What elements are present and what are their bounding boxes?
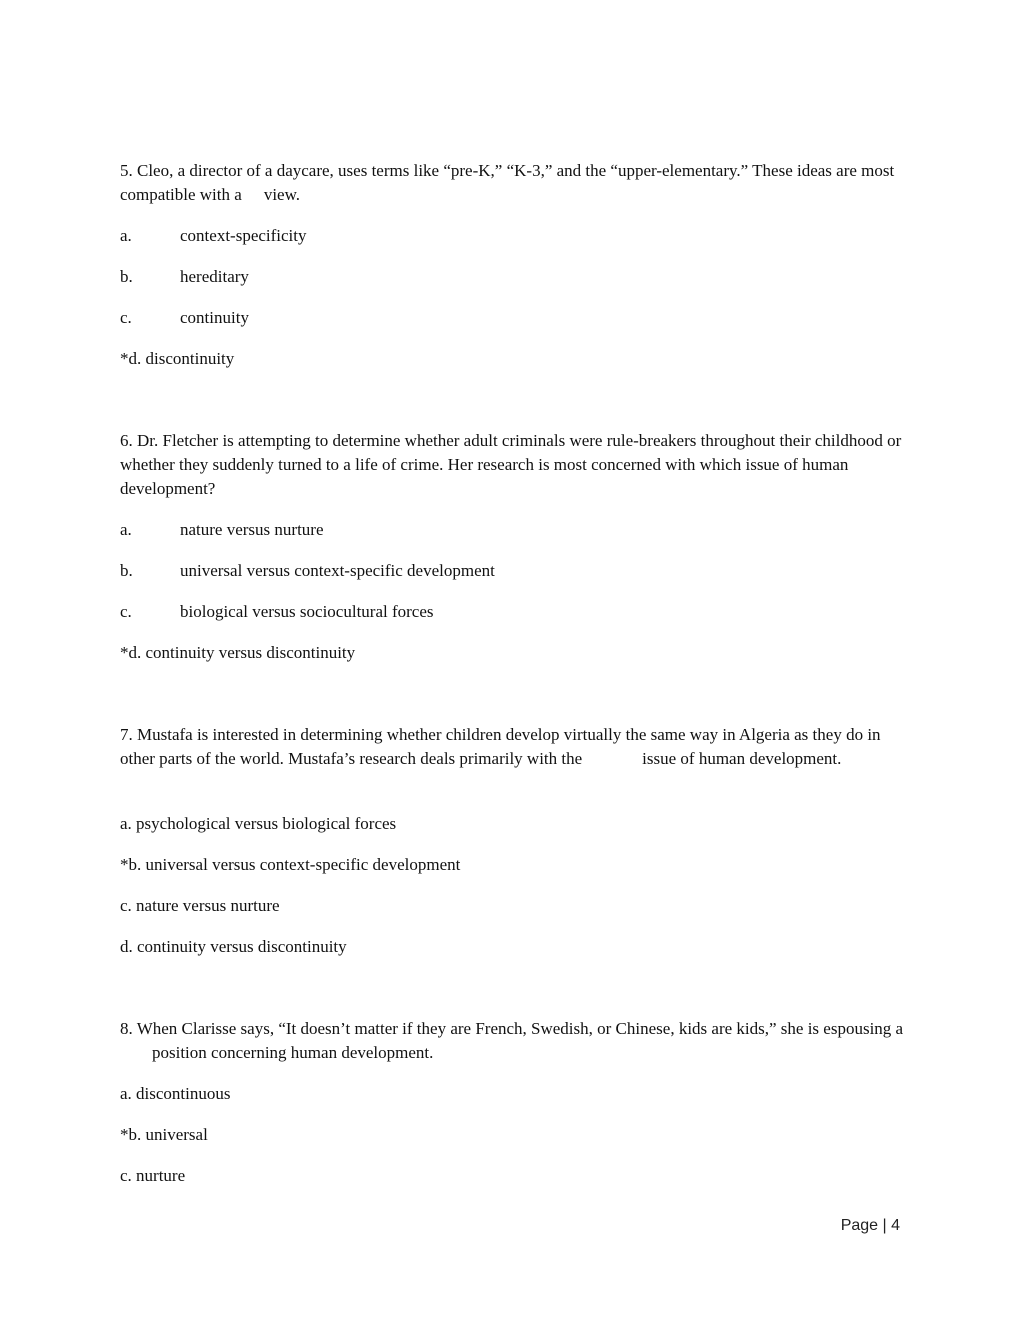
question-7-stem-text: 7. Mustafa is interested in determining whether children develop virtually the same way in Algeria as they do in other parts of the world. Mustafa’s research deals primarily with the (120, 725, 881, 768)
question-8-option-a: a. discontinuous (120, 1084, 231, 1103)
question-5-stem-text: 5. Cleo, a director of a daycare, uses terms like “pre-K,” “K-3,” and the “upper-elementary.” These ideas are most compatible with a (120, 161, 895, 204)
question-5-option-c (120, 306, 249, 330)
page-number: Page | 4 (840, 1217, 900, 1234)
option-letter: b. (120, 561, 133, 580)
option-letter: a. (120, 520, 132, 539)
question-6-option-b (120, 559, 495, 583)
question-6-option-c (120, 600, 434, 624)
option-text: nature versus nurture (180, 520, 324, 539)
question-8-stem-text: 8. When Clarisse says, “It doesn’t matter if they are French, Swedish, or Chinese, kids are kids,” she is espousing a (120, 1019, 904, 1038)
question-8-option-c: c. nurture (120, 1166, 186, 1185)
question-7-option-c: c. nature versus nurture (120, 896, 280, 915)
question-7-stem-end: issue of human development. (642, 749, 842, 768)
question-6-stem: 6. Dr. Fletcher is attempting to determine whether adult criminals were rule-breakers throughout their childhood or whether they suddenly turned to a life of crime. Her research is most concerned with which issue of human development? (120, 431, 902, 498)
option-text: context-specificity (180, 226, 307, 245)
question-6-option-d-answer: *d. continuity versus discontinuity (120, 643, 356, 662)
option-letter: c. (120, 602, 132, 621)
question-5-stem-end: view. (263, 185, 301, 204)
question-5-option-d-answer: *d. discontinuity (120, 349, 235, 368)
question-7-option-a: a. psychological versus biological forces (120, 814, 397, 833)
option-text: universal versus context-specific development (180, 561, 495, 580)
option-text: biological versus sociocultural forces (180, 602, 434, 621)
option-letter: b. (120, 267, 133, 286)
question-7-stem (120, 723, 905, 771)
option-text: hereditary (180, 267, 249, 286)
question-7-option-d: d. continuity versus discontinuity (120, 937, 347, 956)
question-8-stem (120, 1017, 905, 1065)
question-5-option-a (120, 224, 307, 248)
question-7-option-b-answer: *b. universal versus context-specific development (120, 855, 461, 874)
option-letter: c. (120, 308, 132, 327)
option-letter: a. (120, 226, 132, 245)
question-5-stem (120, 159, 905, 207)
question-8-option-b-answer: *b. universal (120, 1125, 208, 1144)
question-6-option-a (120, 518, 324, 542)
question-8-stem-end: position concerning human development. (152, 1043, 434, 1062)
question-5-option-b (120, 265, 249, 289)
option-text: continuity (180, 308, 249, 327)
